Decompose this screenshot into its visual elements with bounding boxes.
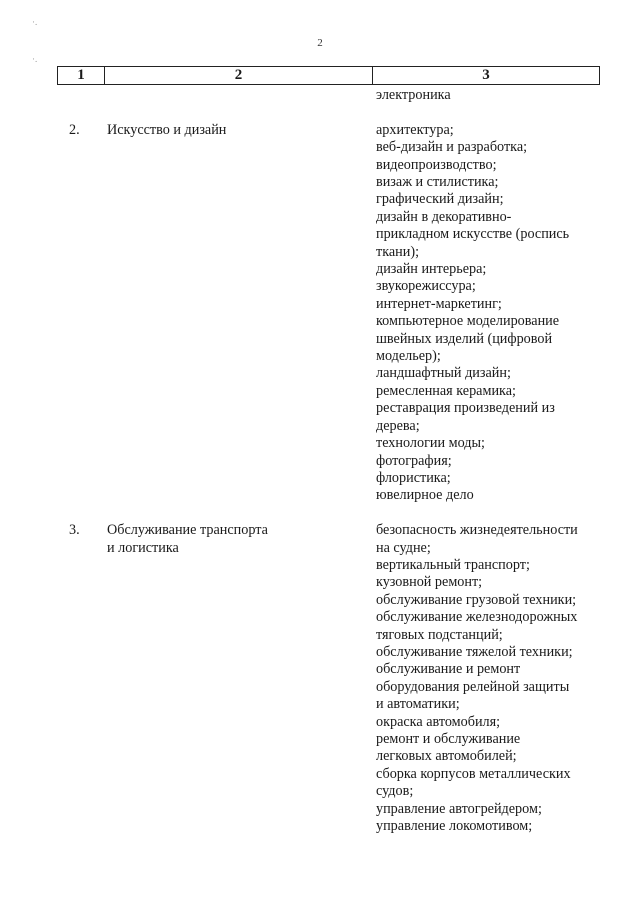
table-body — [0, 87, 640, 835]
list-item: графический дизайн; — [376, 191, 504, 208]
item-list — [376, 522, 601, 835]
list-item: дерева; — [376, 417, 420, 434]
list-item: технологии моды; — [376, 435, 485, 452]
list-item: сборка корпусов металлических — [376, 765, 571, 782]
item-list — [376, 122, 601, 505]
list-item: обслуживание железнодорожных — [376, 609, 578, 626]
list-item: видеопроизводство; — [376, 156, 497, 173]
header-cell-2: 2 — [105, 67, 373, 84]
header-cell-1: 1 — [58, 67, 105, 84]
row-number: 3. — [69, 522, 80, 539]
list-item: ландшафтный дизайн; — [376, 365, 511, 382]
list-item: на судне; — [376, 539, 431, 556]
list-item: ремесленная керамика; — [376, 382, 516, 399]
list-item: прикладном искусстве (роспись — [376, 226, 570, 243]
page-number: 2 — [317, 37, 323, 49]
competency-group: Обслуживание транспорта и логистика — [107, 522, 268, 556]
list-item: ткани); — [376, 243, 420, 260]
list-item: и автоматики; — [376, 696, 460, 713]
list-item: легковых автомобилей; — [376, 748, 517, 765]
continuation-row — [0, 87, 640, 104]
list-item: тяговых подстанций; — [376, 626, 503, 643]
table-header — [57, 66, 600, 85]
list-item: визаж и стилистика; — [376, 174, 499, 191]
list-item: флористика; — [376, 469, 451, 486]
list-item: безопасность жизнедеятельности — [376, 522, 578, 539]
list-item: швейных изделий (цифровой — [376, 330, 553, 347]
list-item: веб-дизайн и разработка; — [376, 139, 528, 156]
list-item: модельер); — [376, 348, 441, 365]
list-item: фотография; — [376, 452, 452, 469]
list-item: обслуживание грузовой техники; — [376, 591, 577, 608]
list-item: звукорежиссура; — [376, 278, 476, 295]
list-item: архитектура; — [376, 121, 454, 138]
row-number: 2. — [69, 121, 80, 138]
list-item: вертикальный транспорт; — [376, 556, 530, 573]
item-list — [376, 87, 601, 104]
list-item: интернет-маркетинг; — [376, 295, 502, 312]
table-row — [0, 122, 640, 505]
list-item: оборудования релейной защиты — [376, 678, 570, 695]
list-item: управление автогрейдером; — [376, 800, 542, 817]
list-item: судов; — [376, 783, 414, 800]
scan-mark: ·. — [32, 17, 38, 27]
list-item: управление локомотивом; — [376, 818, 533, 835]
list-item: реставрация произведений из — [376, 400, 555, 417]
list-item: окраска автомобиля; — [376, 713, 501, 730]
list-item: обслуживание тяжелой техники; — [376, 643, 573, 660]
competency-group: Искусство и дизайн — [107, 121, 227, 138]
scan-mark: ·. — [32, 54, 38, 64]
list-item: электроника — [376, 87, 451, 103]
list-item: ремонт и обслуживание — [376, 731, 521, 747]
list-item: кузовной ремонт; — [376, 574, 483, 591]
list-item: компьютерное моделирование — [376, 313, 560, 330]
list-item: дизайн интерьера; — [376, 261, 487, 278]
table-row — [0, 522, 640, 835]
list-item: обслуживание и ремонт — [376, 661, 521, 678]
list-item: дизайн в декоративно- — [376, 208, 512, 225]
list-item: ювелирное дело — [376, 487, 474, 504]
header-cell-3: 3 — [482, 67, 490, 83]
